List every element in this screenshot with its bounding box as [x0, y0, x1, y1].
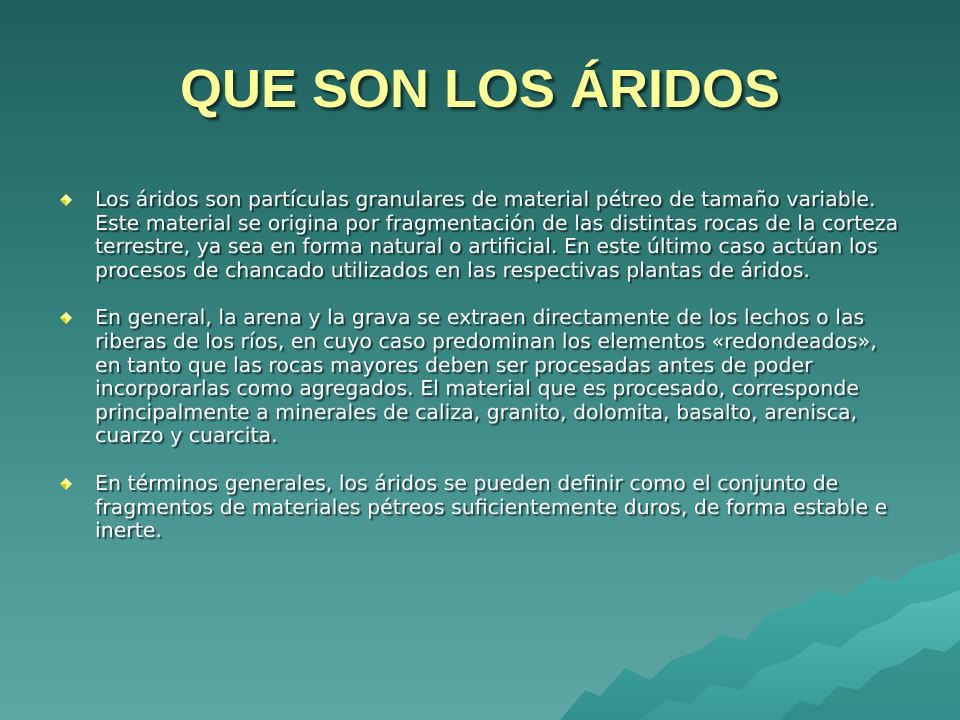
diamond-bullet-icon	[59, 311, 73, 325]
diamond-bullet-icon	[59, 193, 73, 207]
diamond-bullet-icon	[59, 477, 73, 491]
bullet-list	[56, 188, 906, 567]
bullet-text: Los áridos son partículas granulares de material pétreo de tamaño variable. Este material se origina por fragmentación de las distintas rocas de la corteza terrestre, ya sea en forma natural o artificial. En este último caso actúan los procesos de chancado utilizados en las respectivas plantas de áridos.	[95, 187, 899, 282]
bullet-text: En términos generales, los áridos se pueden definir como el conjunto de fragmentos de materiales pétreos suficientemente duros, de forma estable e inerte.	[95, 470, 888, 543]
bullet-item	[56, 472, 906, 543]
slide-title: QUE SON LOS ÁRIDOS	[179, 59, 781, 119]
bullet-item	[56, 188, 906, 282]
bullet-item	[56, 306, 906, 448]
bullet-text: En general, la arena y la grava se extraen directamente de los lechos o las riberas de los ríos, en cuyo caso predominan los elementos «redondeados», en tanto que las rocas mayores deben ser procesadas antes de poder incorporarlas como agregados. El material que es procesado, corresponde principalmente a minerales de caliza, granito, dolomita, basalto, arenisca, cuarzo y cuarcita.	[95, 305, 877, 448]
